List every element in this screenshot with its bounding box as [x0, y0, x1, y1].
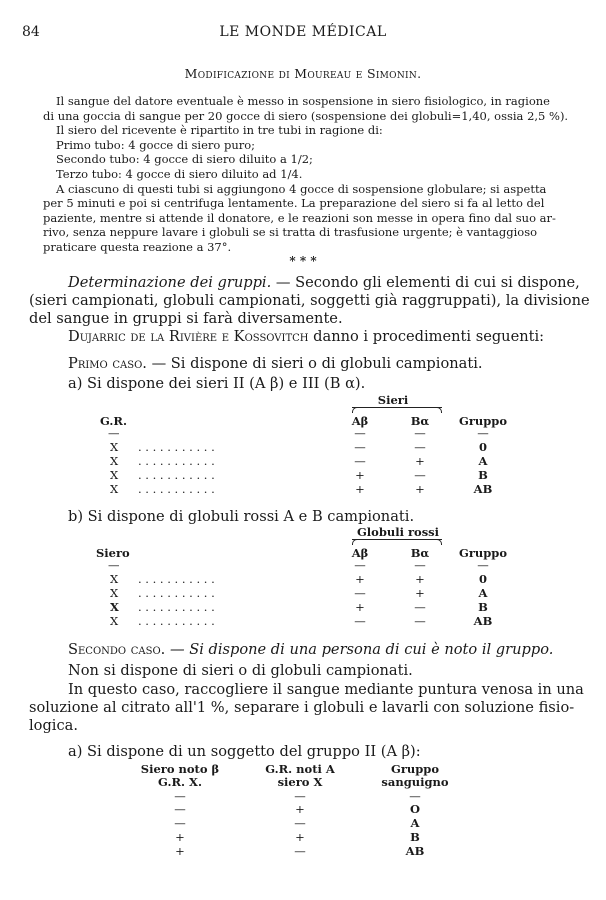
table-cell-group: B [478, 600, 488, 614]
table1-header-a: Aβ [351, 414, 369, 428]
table-cell: + [415, 586, 425, 600]
table3-dash: — [174, 789, 186, 803]
text-run: — Si dispone di sieri o di globuli campionati. [146, 355, 483, 372]
table3-header-2b: siero X [277, 775, 323, 789]
table-cell-group: AB [405, 844, 425, 858]
table-cell: + [175, 844, 185, 858]
paragraph-line [68, 641, 553, 659]
table-cell-group: AB [473, 614, 493, 628]
table-cell: + [415, 572, 425, 586]
table-row-x: X [110, 586, 119, 600]
table-row-x: X [110, 468, 119, 482]
author-names: Dujarric de la Rivière e Kossovitch [68, 328, 309, 345]
table-cell-group: 0 [478, 572, 487, 586]
table-cell: — [294, 816, 306, 830]
table-cell-group: AB [473, 482, 493, 496]
small-line: Terzo tubo: 4 gocce di siero diluito ad 1/4. [56, 167, 303, 181]
table1-header-gruppo: Gruppo [459, 414, 507, 428]
table-row-dots: . . . . . . . . . . . [138, 586, 215, 600]
table-cell: + [355, 468, 365, 482]
paragraph-line [68, 328, 544, 346]
table3-header-3: Gruppo [391, 762, 439, 776]
table-cell: + [415, 482, 425, 496]
table2-dash: — [414, 558, 426, 572]
table-row-x: X [110, 440, 119, 454]
table-cell: — [414, 614, 426, 628]
table2-header-b: Bα [410, 546, 430, 560]
table-cell: — [174, 802, 186, 816]
table-cell: — [414, 468, 426, 482]
table-row-dots: . . . . . . . . . . . [138, 440, 215, 454]
small-line: di una goccia di sangue per 20 gocce di siero (sospensione dei globuli=1,40, ossia 2,5 %). [43, 108, 569, 123]
table3-header-2: G.R. noti A [265, 762, 335, 776]
table-row-dots: . . . . . . . . . . . [138, 600, 215, 614]
table2-brace [352, 539, 442, 545]
table-row-dots: . . . . . . . . . . . [138, 572, 215, 586]
table-cell: — [354, 440, 366, 454]
table-cell: + [355, 482, 365, 496]
table1-dash: — [108, 426, 120, 440]
running-header: LE MONDE MÉDICAL [219, 24, 387, 40]
table2-header-a: Aβ [351, 546, 369, 560]
table-cell: + [295, 830, 305, 844]
table2-header-siero: Siero [96, 546, 130, 560]
table-cell: — [354, 614, 366, 628]
table-row-dots: . . . . . . . . . . . [138, 454, 215, 468]
small-line: Secondo tubo: 4 gocce di siero diluito a 1/2; [56, 152, 313, 167]
page-number: 84 [22, 24, 40, 40]
table1-brace [352, 407, 442, 413]
table-cell-group: B [478, 468, 488, 482]
table-row-x: X [110, 600, 119, 614]
table3-dash: — [409, 789, 421, 803]
paragraph-line [68, 355, 483, 373]
table-cell-group: 0 [478, 440, 487, 454]
table2-header-gruppo: Gruppo [459, 546, 507, 560]
small-line: Il siero del ricevente è ripartito in tre tubi in ragione di: [56, 123, 383, 138]
table1-header-b: Bα [410, 414, 430, 428]
table-row-x: X [110, 614, 119, 628]
table3-dash: — [294, 789, 306, 803]
table-cell: — [414, 600, 426, 614]
small-line: Primo tubo: 4 gocce di siero puro; [56, 137, 256, 152]
small-line: paziente, mentre si attende il donatore, e le reazioni son messe in opera fino dal suo ar- [43, 210, 556, 225]
table-row-x: X [110, 482, 119, 496]
paragraph-line: del sangue in gruppi si farà diversamente. [29, 310, 343, 327]
table-cell: + [355, 572, 365, 586]
table-cell: — [174, 816, 186, 830]
case-heading: a) Si dispone di un soggetto del gruppo II (A β): [68, 743, 421, 760]
paragraph-line: Non si dispone di sieri o di globuli campionati. [68, 662, 413, 679]
text-run: — Secondo gli elementi di cui si dispone, [271, 274, 580, 291]
table-cell-group: O [409, 802, 421, 816]
case-heading: b) Si dispone di globuli rossi A e B campionati. [68, 508, 415, 525]
table-cell-group: A [478, 454, 488, 468]
paragraph-line: soluzione al citrato all'1 %, separare i globuli e lavarli con soluzione fisio- [29, 699, 575, 716]
table-row-dots: . . . . . . . . . . . [138, 468, 215, 482]
table1-dash: — [354, 426, 366, 440]
table-cell: — [294, 844, 306, 858]
small-line: praticare questa reazione a 37°. [43, 240, 232, 254]
paragraph-line: In questo caso, raccogliere il sangue mediante puntura venosa in una [68, 681, 584, 698]
case-heading: a) Si dispone dei sieri II (A β) e III (B α). [68, 375, 366, 392]
table1-brace-label: Sieri [377, 393, 409, 407]
paragraph-line: (sieri campionati, globuli campionati, soggetti già raggruppati), la divisione [29, 292, 590, 309]
small-line: per 5 minuti e poi si centrifuga lentamente. La preparazione del siero si fa al letto del [43, 196, 545, 211]
table-row-dots: . . . . . . . . . . . [138, 482, 215, 496]
table-cell: — [354, 454, 366, 468]
table3-header-3b: sanguigno [381, 775, 449, 789]
small-line: A ciascuno di questi tubi si aggiungono 4 gocce di sospensione globulare; si aspetta [56, 181, 547, 196]
italic-heading: Determinazione dei gruppi. [68, 274, 272, 291]
paragraph-line [68, 274, 580, 292]
table3-header-1: Siero noto β [140, 762, 220, 776]
table-cell: — [414, 440, 426, 454]
table-cell-group: B [410, 830, 420, 844]
table2-dash: — [108, 558, 120, 572]
section-title: Modificazione di Moureau e Simonin. [184, 66, 422, 81]
text-run: — Si dispone di una persona di cui è noto il gruppo. [165, 641, 554, 658]
table-cell-group: A [478, 586, 488, 600]
paragraph-line: logica. [29, 717, 78, 734]
table-cell-group: A [410, 816, 420, 830]
case-label: Secondo caso. [68, 641, 166, 658]
table-cell: — [354, 586, 366, 600]
section-divider: * * * [289, 254, 317, 268]
table-cell: + [175, 830, 185, 844]
case-label: Primo caso. [68, 355, 147, 372]
table1-dash: — [477, 426, 489, 440]
table-cell: + [295, 802, 305, 816]
small-line: Il sangue del datore eventuale è messo in sospensione in siero fisiologico, in ragione [56, 94, 550, 108]
small-line: rivo, senza neppure lavare i globuli se si tratta di trasfusione urgente; è vantaggioso [43, 225, 538, 240]
table2-dash: — [477, 558, 489, 572]
table-cell: + [415, 454, 425, 468]
table-row-x: X [110, 454, 119, 468]
table1-header-gr: G.R. [100, 414, 127, 428]
table1-dash: — [414, 426, 426, 440]
table3-header-1b: G.R. X. [158, 775, 202, 789]
table-cell: + [355, 600, 365, 614]
text-run: danno i procedimenti seguenti: [308, 328, 545, 345]
table2-brace-label: Globuli rossi [356, 525, 440, 539]
table2-dash: — [354, 558, 366, 572]
table-row-dots: . . . . . . . . . . . [138, 614, 215, 628]
table-row-x: X [110, 572, 119, 586]
